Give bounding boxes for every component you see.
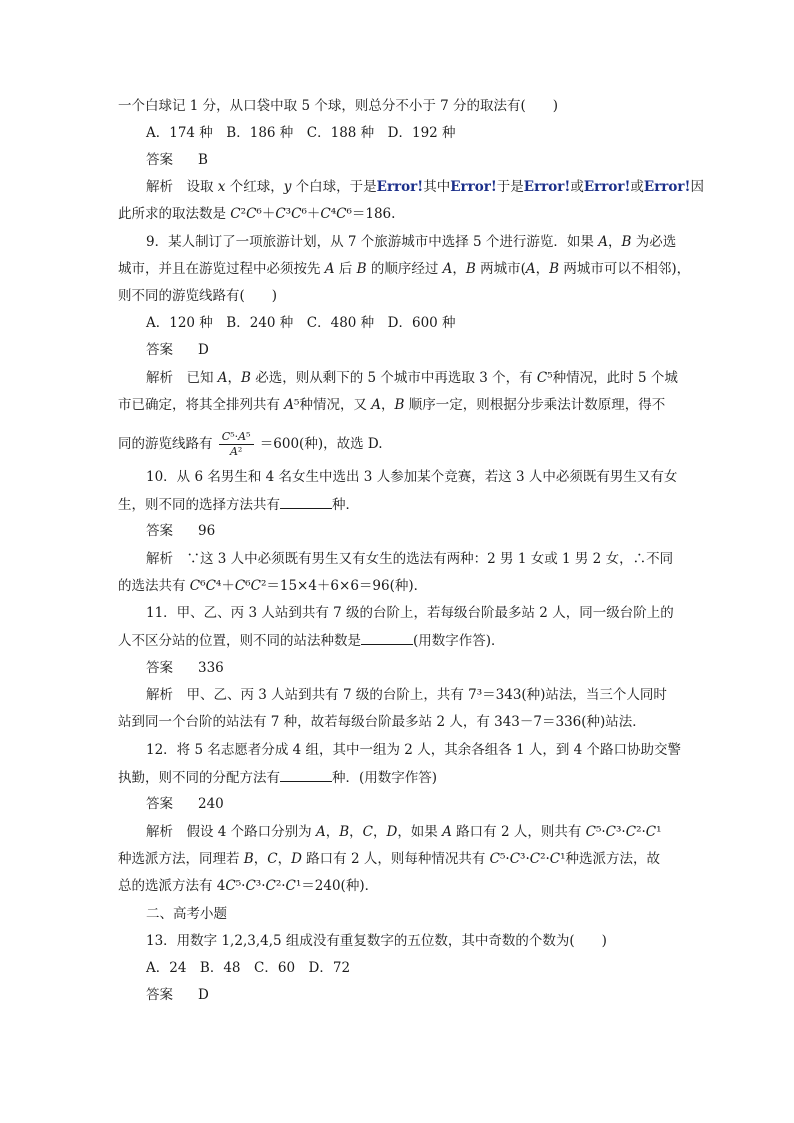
text-line: A．120 种 B．240 种 C．480 种 D．600 种 — [146, 315, 456, 331]
error-marker: Error! — [583, 179, 631, 195]
text-line: 一个白球记 1 分，从口袋中取 5 个球，则总分不小于 7 分的取法有( ) — [118, 98, 559, 114]
text-line: 9．某人制订了一项旅游计划，从 7 个旅游城市中选择 5 个进行游览．如果 A，B 为必选 — [146, 234, 677, 250]
answer-line — [146, 985, 209, 1005]
text-line: 此所求的取法数是 C²C⁶＋C³C⁶＋C⁴C⁶＝186. — [118, 206, 396, 222]
text-line: 则不同的游览线路有( ) — [118, 288, 278, 304]
answer-label: 答案 — [146, 987, 173, 1003]
answer-blank — [280, 767, 332, 782]
error-marker: Error! — [523, 179, 571, 195]
text-line: 城市，并且在游览过程中必须按先 A 后 B 的顺序经过 A，B 两城市(A，B 两城市可以不相邻)， — [118, 261, 691, 277]
text-line: 人不区分站的位置，则不同的站法种数是 (用数字作答)． — [118, 630, 505, 651]
text-line: 生，则不同的选择方法共有 种． — [118, 494, 359, 515]
text-line: 二、高考小题 — [146, 906, 227, 922]
text-line: 解析 设取 x 个红球，y 个白球，于是Error!其中Error!于是Error!或Error!或Error!因 — [146, 179, 704, 195]
answer-label: 答案 — [146, 342, 173, 358]
answer-label: 答案 — [146, 152, 173, 168]
text-line: 13．用数字 1,2,3,4,5 组成没有重复数字的五位数，其中奇数的个数为( ) — [146, 933, 607, 949]
text-line: 解析 已知 A，B 必选，则从剩下的 5 个城市中再选取 3 个，有 C⁵种情况，此时 5 个城 — [146, 370, 678, 386]
answer-label: 答案 — [146, 796, 173, 812]
answer-value: B — [198, 152, 208, 168]
error-marker: Error! — [376, 179, 424, 195]
answer-line — [146, 658, 224, 678]
text-line: A．24 B．48 C．60 D．72 — [146, 960, 351, 976]
answer-value: D — [198, 342, 209, 358]
text-line: 11．甲、乙、丙 3 人站到共有 7 级的台阶上，若每级台阶最多站 2 人，同一级台阶上的 — [146, 605, 674, 621]
text-line: 12．将 5 名志愿者分成 4 组，其中一组为 2 人，其余各组各 1 人，到 4 个路口协助交警 — [146, 742, 682, 758]
text-line: 同的游览线路有 $\frac{\text{C⁵·A⁵}}{\text{A²}}$ ＝600(种)，故选 D. — [118, 430, 383, 458]
error-marker: Error! — [450, 179, 497, 195]
fraction: $\frac{\text{C⁵·A⁵}}{\text{A²}}$ — [219, 430, 254, 459]
answer-value: 240 — [198, 796, 224, 812]
answer-label: 答案 — [146, 523, 173, 539]
answer-value: 336 — [198, 660, 224, 676]
text-line: A．174 种 B．186 种 C．188 种 D．192 种 — [146, 125, 456, 141]
text-line: 站到同一个台阶的站法有 7 种，故若每级台阶最多站 2 人，有 343－7＝336(种)站法． — [118, 714, 646, 730]
text-line: 市已确定，将其全排列共有 A⁵种情况，又 A，B 顺序一定，则根据分步乘法计数原理，得不 — [118, 397, 666, 413]
text-line: 种选派方法，同理若 B，C，D 路口有 2 人，则每种情况共有 C⁵·C³·C²·C¹种选派方法，故 — [118, 851, 661, 867]
answer-line — [146, 150, 208, 170]
answer-label: 答案 — [146, 660, 173, 676]
answer-line — [146, 794, 224, 814]
text-line: 解析 ∵这 3 人中必须既有男生又有女生的选法有两种：2 男 1 女或 1 男 2 女，∴不同 — [146, 551, 674, 567]
answer-value: D — [198, 987, 209, 1003]
answer-line — [146, 340, 209, 360]
error-marker: Error! — [643, 179, 691, 195]
answer-line — [146, 521, 215, 541]
text-line: 10．从 6 名男生和 4 名女生中选出 3 人参加某个竞赛，若这 3 人中必须既有男生又有女 — [146, 469, 678, 485]
text-line: 解析 甲、乙、丙 3 人站到共有 7 级的台阶上，共有 7³＝343(种)站法，当三个人同时 — [146, 687, 667, 703]
answer-value: 96 — [198, 523, 216, 539]
answer-blank — [361, 630, 413, 645]
text-line: 解析 假设 4 个路口分别为 A，B，C，D，如果 A 路口有 2 人，则共有 C⁵·C³·C²·C¹ — [146, 824, 662, 840]
text-line: 总的选派方法有 4C⁵·C³·C²·C¹＝240(种)． — [118, 878, 379, 894]
text-line: 的选法共有 C⁶C⁴＋C⁶C²＝15×4＋6×6＝96(种)． — [118, 578, 428, 594]
answer-blank — [280, 494, 332, 509]
text-line: 执勤，则不同的分配方法有 种．(用数字作答) — [118, 767, 437, 788]
